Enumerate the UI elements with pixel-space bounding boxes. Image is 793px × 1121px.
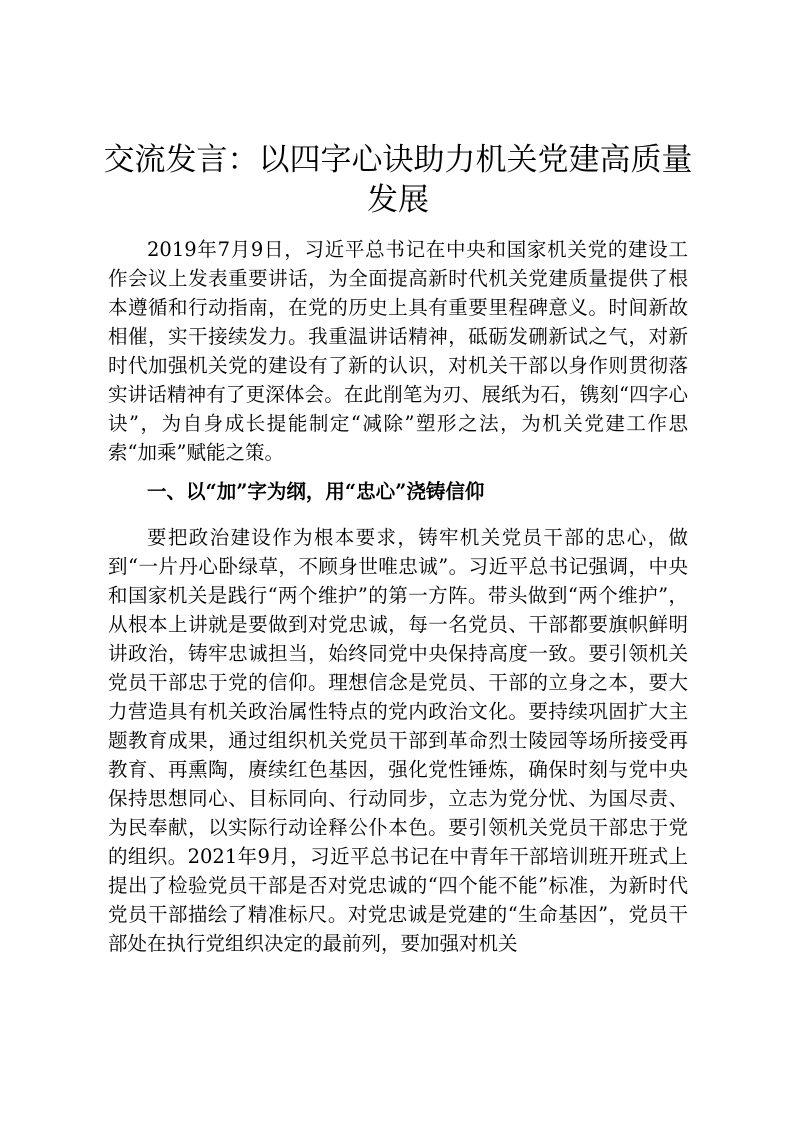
section-heading-1: 一、以“加”字为纲，用“忠心”浇铸信仰 <box>147 480 485 503</box>
document-title: 交流发言：以四字心诀助力机关党建高质量发展 <box>103 142 693 218</box>
section-1-paragraph: 要把政治建设作为根本要求，铸牢机关党员干部的忠心，做到“一片丹心卧绿草，不顾身世唯忠诚”。习近平总书记强调，中央和国家机关是践行“两个维护”的第一方阵。带头做到“两个维护”，从根本上讲就是要做到对党忠诚，每一名党员、干部都要旗帜鲜明讲政治，铸牢忠诚担当，始终同党中央保持高度一致。要引领机关党员干部忠于党的信仰。理想信念是党员、干部的立身之本，要大力营造具有机关政治属性特点的党内政治文化。要持续巩固扩大主题教育成果，通过组织机关党员干部到革命烈士陵园等场所接受再教育、再熏陶，赓续红色基因，强化党性锤炼，确保时刻与党中央保持思想同心、目标同向、行动同步，立志为党分忧、为国尽责、为民奉献，以实际行动诠释公仆本色。要引领机关党员干部忠于党的组织。2021年9月，习近平总书记在中青年干部培训班开班式上提出了检验党员干部是否对党忠诚的“四个能不能”标准，为新时代党员干部描绘了精准标尺。对党忠诚是党建的“生命基因”，党员干部处在执行党组织决定的最前列，要加强对机关 <box>108 526 688 955</box>
intro-paragraph: 2019年7月9日，习近平总书记在中央和国家机关党的建设工作会议上发表重要讲话，为全面提高新时代机关党建质量提供了根本遵循和行动指南，在党的历史上具有重要里程碑意义。时间新故相催，实干接续发力。我重温讲话精神，砥砺发硎新试之气，对新时代加强机关党的建设有了新的认识，对机关干部以身作则贯彻落实讲话精神有了更深体会。在此削笔为刃、展纸为石，镌刻“四字心诀”，为自身成长提能制定“减除”塑形之法，为机关党建工作思索“加乘”赋能之策。 <box>108 238 688 464</box>
